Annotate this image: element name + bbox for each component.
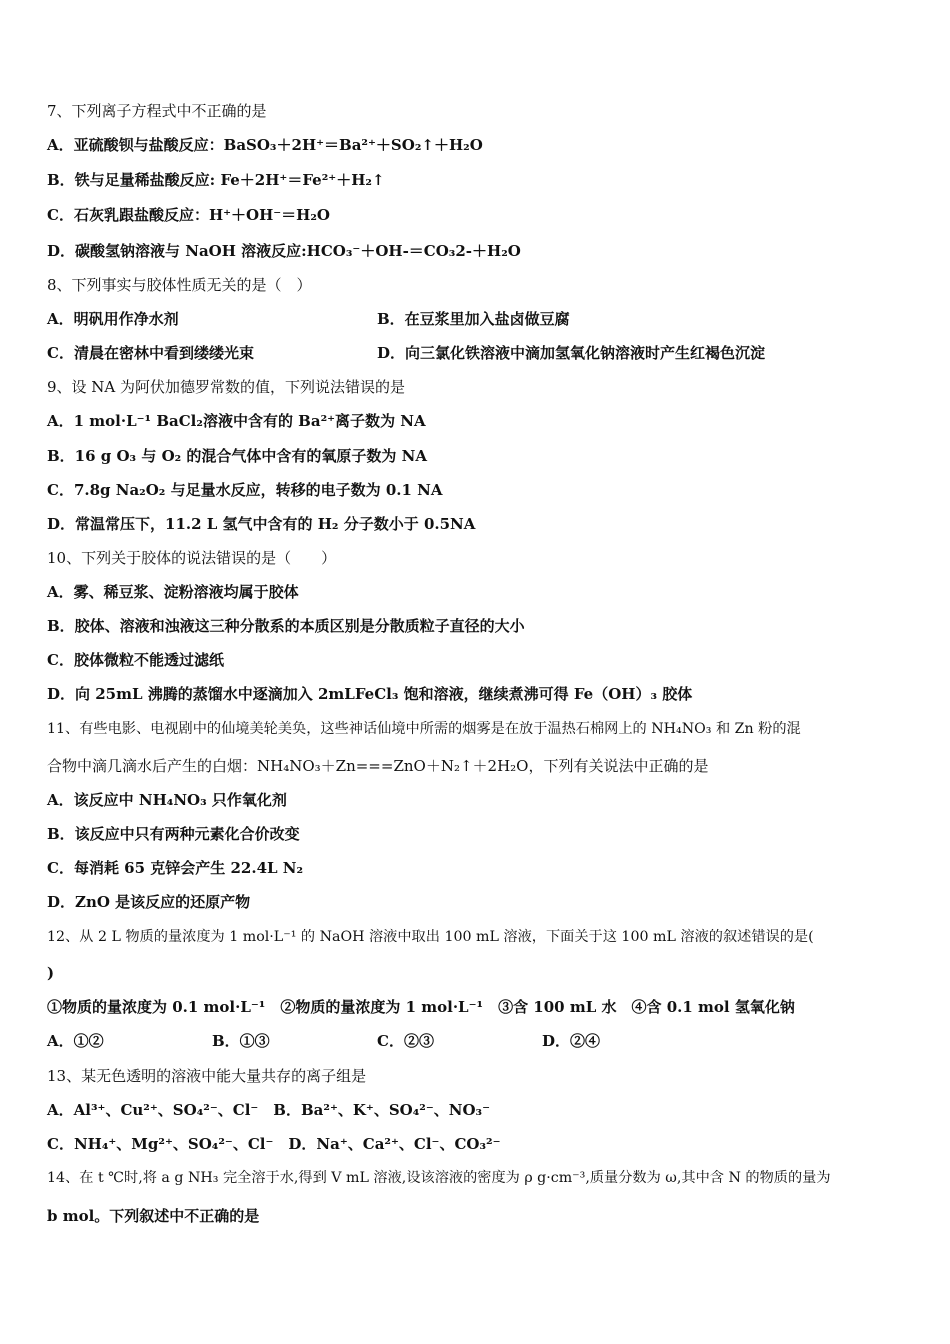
q8-option-c: C．清晨在密林中看到缕缕光束 <box>47 344 254 362</box>
q12-stem-line2: ) <box>47 964 55 982</box>
q10-stem: 10、下列关于胶体的说法错误的是（ ） <box>47 549 337 567</box>
q12-statements: ①物质的量浓度为 0.1 mol·L⁻¹ ②物质的量浓度为 1 mol·L⁻¹ ③含 100 mL 水 ④含 0.1 mol 氢氧化钠 <box>47 998 795 1016</box>
q10-option-c: C．胶体微粒不能透过滤纸 <box>47 651 224 669</box>
q11-option-b: B．该反应中只有两种元素化合价改变 <box>47 825 300 843</box>
q9-option-c: C．7.8g Na₂O₂ 与足量水反应，转移的电子数为 0.1 NA <box>47 481 443 499</box>
q12-option-d: D．②④ <box>542 1032 601 1050</box>
q11-option-a: A．该反应中 NH₄NO₃ 只作氧化剂 <box>47 791 287 809</box>
q10-option-b: B．胶体、溶液和浊液这三种分散系的本质区别是分散质粒子直径的大小 <box>47 617 525 635</box>
q7-stem: 7、下列离子方程式中不正确的是 <box>47 102 267 120</box>
q9-stem: 9、设 NA 为阿伏加德罗常数的值，下列说法错误的是 <box>47 378 406 396</box>
q12-options-row <box>47 1031 907 1051</box>
q14-stem-line2: b mol。下列叙述中不正确的是 <box>47 1207 260 1225</box>
q11-stem-line2: 合物中滴几滴水后产生的白烟：NH₄NO₃＋Zn===ZnO＋N₂↑＋2H₂O，下列有关说法中正确的是 <box>47 757 709 775</box>
q8-row-cd <box>47 343 907 363</box>
q11-option-d: D．ZnO 是该反应的还原产物 <box>47 893 251 911</box>
q12-option-b: B．①③ <box>212 1032 270 1050</box>
q11-stem-line1: 11、有些电影、电视剧中的仙境美轮美奂，这些神话仙境中所需的烟雾是在放于温热石棉网上的 NH₄NO₃ 和 Zn 粉的混 <box>47 721 801 737</box>
q11-option-c: C．每消耗 65 克锌会产生 22.4L N₂ <box>47 859 304 877</box>
q8-option-d: D．向三氯化铁溶液中滴加氢氧化钠溶液时产生红褐色沉淀 <box>377 344 766 362</box>
q13-stem: 13、某无色透明的溶液中能大量共存的离子组是 <box>47 1067 367 1085</box>
q12-option-a: A．①② <box>47 1032 104 1050</box>
q13-options-ab: A．Al³⁺、Cu²⁺、SO₄²⁻、Cl⁻ B．Ba²⁺、K⁺、SO₄²⁻、NO₃⁻ <box>47 1101 491 1119</box>
q7-option-c: C．石灰乳跟盐酸反应：H⁺＋OH⁻＝H₂O <box>47 206 330 224</box>
q12-stem-line1: 12、从 2 L 物质的量浓度为 1 mol·L⁻¹ 的 NaOH 溶液中取出 100 mL 溶液，下面关于这 100 mL 溶液的叙述错误的是( <box>47 929 814 945</box>
q7-option-b: B．铁与足量稀盐酸反应: Fe＋2H⁺＝Fe²⁺＋H₂↑ <box>47 171 385 189</box>
q9-option-b: B．16 g O₃ 与 O₂ 的混合气体中含有的氧原子数为 NA <box>47 447 427 465</box>
q8-option-a: A．明矾用作净水剂 <box>47 310 179 328</box>
q10-option-d: D．向 25mL 沸腾的蒸馏水中逐滴加入 2mLFeCl₃ 饱和溶液，继续煮沸可得 Fe（OH）₃ 胶体 <box>47 685 693 703</box>
q8-row-ab <box>47 309 907 329</box>
q7-option-a: A．亚硫酸钡与盐酸反应：BaSO₃＋2H⁺＝Ba²⁺＋SO₂↑＋H₂O <box>47 136 483 154</box>
q13-options-cd: C．NH₄⁺、Mg²⁺、SO₄²⁻、Cl⁻ D．Na⁺、Ca²⁺、Cl⁻、CO₃²⁻ <box>47 1135 501 1153</box>
q10-option-a: A．雾、稀豆浆、淀粉溶液均属于胶体 <box>47 583 299 601</box>
q9-option-d: D．常温常压下，11.2 L 氢气中含有的 H₂ 分子数小于 0.5NA <box>47 515 476 533</box>
q14-stem-line1: 14、在 t ℃时,将 a g NH₃ 完全溶于水,得到 V mL 溶液,设该溶液的密度为 ρ g·cm⁻³,质量分数为 ω,其中含 N 的物质的量为 <box>47 1170 831 1186</box>
q7-option-d: D．碳酸氢钠溶液与 NaOH 溶液反应:HCO₃⁻＋OH-＝CO₃2-＋H₂O <box>47 242 521 260</box>
q8-stem: 8、下列事实与胶体性质无关的是（ ） <box>47 276 312 294</box>
q9-option-a: A．1 mol·L⁻¹ BaCl₂溶液中含有的 Ba²⁺离子数为 NA <box>47 412 426 430</box>
q8-option-b: B．在豆浆里加入盐卤做豆腐 <box>377 310 570 328</box>
q12-option-c: C．②③ <box>377 1032 434 1050</box>
